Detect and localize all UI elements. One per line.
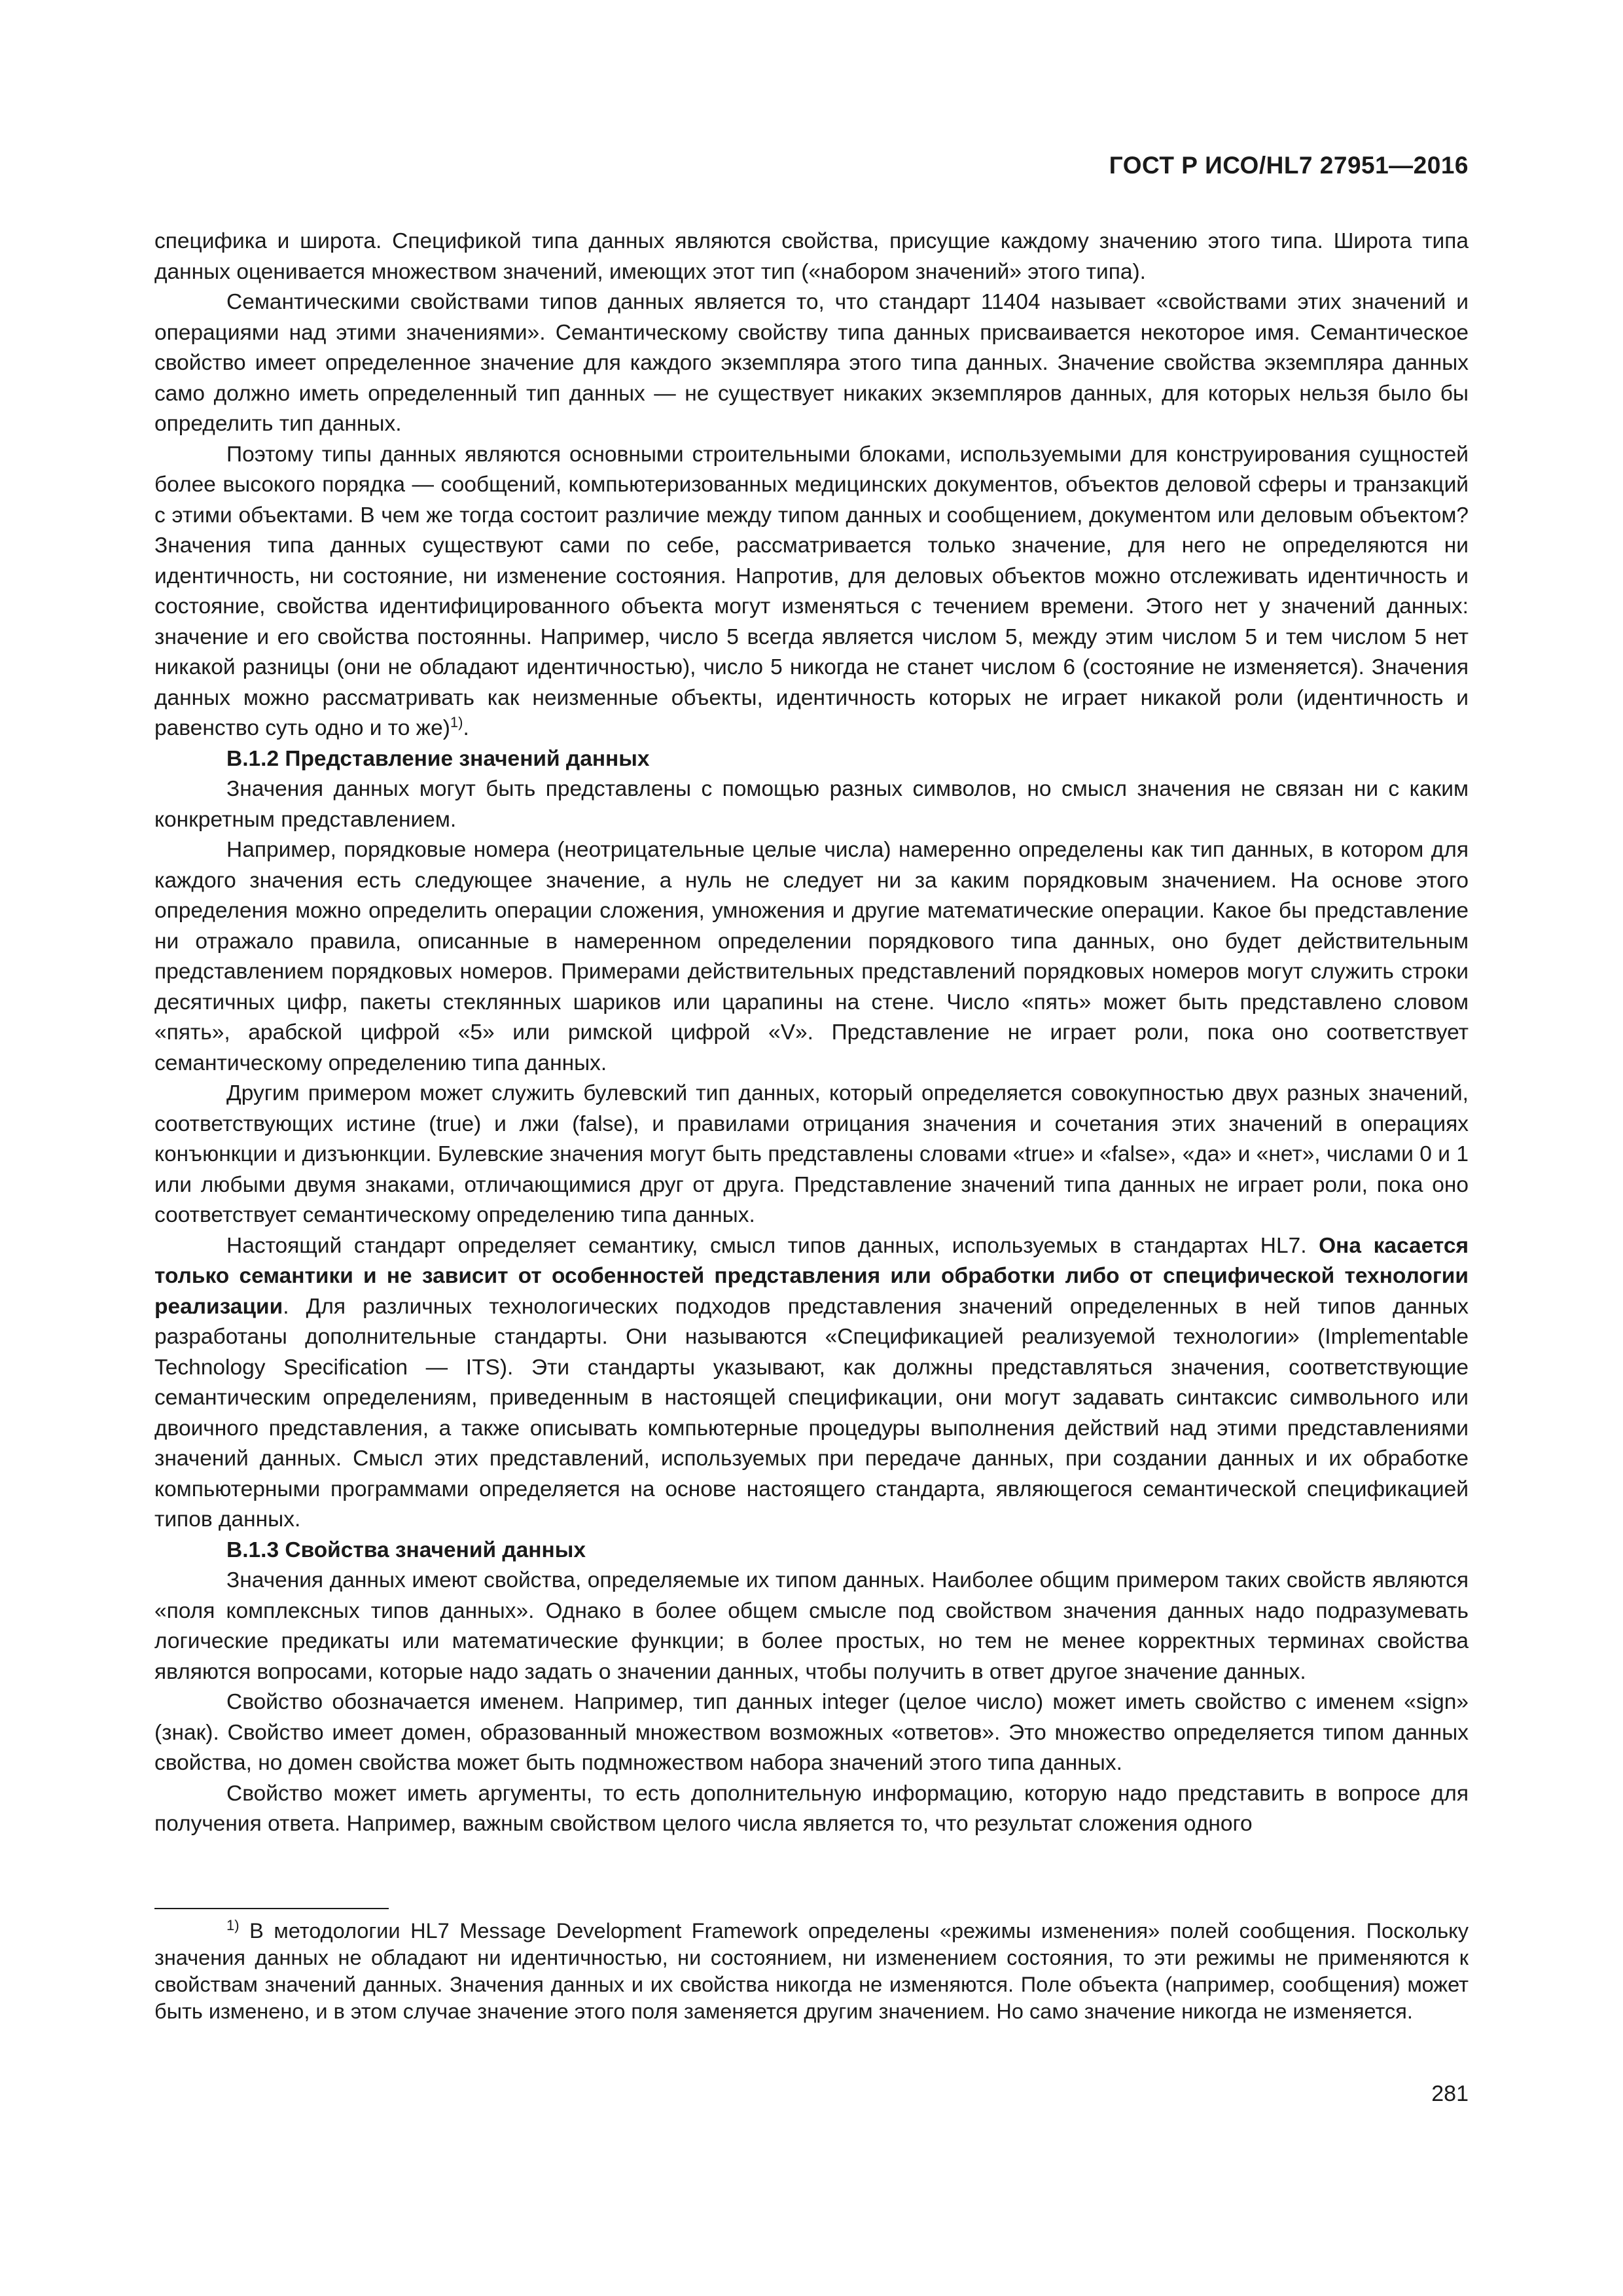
paragraph-text-end: . [463,716,469,740]
footnote-reference: 1) [450,713,463,730]
section-heading: В.1.3 Свойства значений данных [226,1537,586,1562]
paragraph-text: Поэтому типы данных являются основными строительными блоками, используемыми для конструирования сущностей более высокого порядка — сообщений, компьютеризованных медицинских документов, объектов деловой сферы и транзакций с этими объектами. В чем же тогда состоит различие между типом данных и сообщением, документом или деловым объектом? Значения типа данных существуют сами по себе, рассматривается только значение, для него не определяются ни идентичность, ни состояние, ни изменение состояния. Напротив, для деловых объектов можно отслеживать идентичность и состояние, свойства идентифицированного объекта могут изменяться с течением времени. Этого нет у значений данных: значение и его свойства постоянны. Например, число 5 всегда является числом 5, между этим числом 5 и тем числом 5 нет никакой разницы (они не обладают идентичностью), число 5 никогда не станет числом 6 (состояние не изменяется). Значения данных можно рассматривать как неизменные объекты, идентичность которых не играет никакой роли (идентичность и равенство суть одно и то же) [154,442,1469,740]
footnote [154,1918,1469,2025]
section-heading: В.1.2 Представление значений данных [226,746,650,771]
paragraph-text: Настоящий стандарт определяет семантику, смысл типов данных, используемых в стандартах HL7. [226,1233,1319,1258]
paragraph [154,440,1469,744]
paragraph-text: . Для различных технологических подходов представления значений определенных в ней типов данных разработаны дополнительные стандарты. Они называются «Спецификацией реализуемой технологии» (Implementable Technology Specification — ITS). Эти стандарты указывают, как должны представляться значения, соответствующие семантическим определениям, приведенным в настоящей спецификации, они могут задавать синтаксис символьного или двоичного представления, а также описывать компьютерные процедуры выполнения действий над этими представлениями значений данных. Смысл этих представлений, используемых при передаче данных, при создании данных и их обработке компьютерными программами определяется на основе настоящего стандарта, являющегося семантической спецификацией типов данных. [154,1294,1469,1532]
footnote-paragraph [154,1918,1469,2025]
paragraph: Значения данных могут быть представлены с помощью разных символов, но смысл значения не связан ни с каким конкретным представлением. [154,777,1469,832]
paragraph: Значения данных имеют свойства, определяемые их типом данных. Наиболее общим примером таких свойств являются «поля комплексных типов данных». Однако в более общем смысле под свойством значения данных надо подразумевать логические предикаты или математические функции; в более простых, но тем не менее корректных терминах свойства являются вопросами, которые надо задать о значении данных, чтобы получить в ответ другое значение данных. [154,1568,1469,1684]
emphasized-text: Она касается только семантики и не зависит от особенностей представления или обработки либо от специфической технологии реализации [154,1233,1469,1319]
paragraph: Другим примером может служить булевский тип данных, который определяется совокупностью двух разных значений, соответствующих истине (true) и лжи (false), и правилами отрицания значения и сочетания этих значений в операциях конъюнкции и дизъюнкции. Булевские значения могут быть представлены словами «true» и «false», «да» и «нет», числами 0 и 1 или любыми двумя знаками, отличающимися друг от друга. Представление значений типа данных не играет роли, пока оно соответствует семантическому определению типа данных. [154,1081,1469,1227]
document-page [154,0,1469,2296]
body-text [154,226,1469,1840]
paragraph: Например, порядковые номера (неотрицательные целые числа) намеренно определены как тип данных, в котором для каждого значения есть следующее значение, а нуль не следует ни за каким порядковым значением. На основе этого определения можно определить операции сложения, умножения и другие математические операции. Какое бы представление ни отражало правила, описанные в намеренном определении порядкового типа данных, оно будет действительным представлением порядковых номеров. Примерами действительных представлений порядковых номеров могут служить строки десятичных цифр, пакеты стеклянных шариков или царапины на стене. Число «пять» может быть представлено словом «пять», арабской цифрой «5» или римской цифрой «V». Представление не играет роли, пока оно соответствует семантическому определению типа данных. [154,838,1469,1075]
paragraph: Семантическими свойствами типов данных является то, что стандарт 11404 называет «свойствами этих значений и операциями над этими значениями». Семантическому свойству типа данных присваивается некоторое имя. Семантическое свойство имеет определенное значение для каждого экземпляра этого типа данных. Значение свойства экземпляра данных само должно иметь определенный тип данных — не существует никаких экземпляров данных, для которых нельзя было бы определить тип данных. [154,290,1469,436]
paragraph: Свойство может иметь аргументы, то есть дополнительную информацию, которую надо представить в вопросе для получения ответа. Например, важным свойством целого числа является то, что результат сложения одного [154,1781,1469,1836]
paragraph: специфика и широта. Спецификой типа данных являются свойства, присущие каждому значению этого типа. Широта типа данных оценивается множеством значений, имеющих этот тип («набором значений» этого типа). [154,229,1469,284]
footnote-text: В методологии HL7 Message Development Framework определены «режимы изменения» полей сообщения. Поскольку значения данных не обладают ни идентичностью, ни состоянием, ни изменением состояния, то эти режимы не применяются к свойствам значений данных. Значения данных и их свойства никогда не изменяются. Поле объекта (например, сообщения) может быть изменено, и в этом случае значение этого поля заменяется другим значением. Но само значение никогда не изменяется. [154,1919,1469,2023]
paragraph [154,1231,1469,1535]
footnote-divider [154,1908,389,1909]
standard-header: ГОСТ Р ИСО/HL7 27951—2016 [1109,152,1469,179]
paragraph: Свойство обозначается именем. Например, тип данных integer (целое число) может иметь свойство с именем «sign» (знак). Свойство имеет домен, образованный множеством возможных «ответов». Это множество определяется типом данных свойства, но домен свойства может быть подмножеством набора значений этого типа данных. [154,1690,1469,1775]
page-number: 281 [1431,2081,1469,2106]
footnote-marker: 1) [226,1917,240,1934]
